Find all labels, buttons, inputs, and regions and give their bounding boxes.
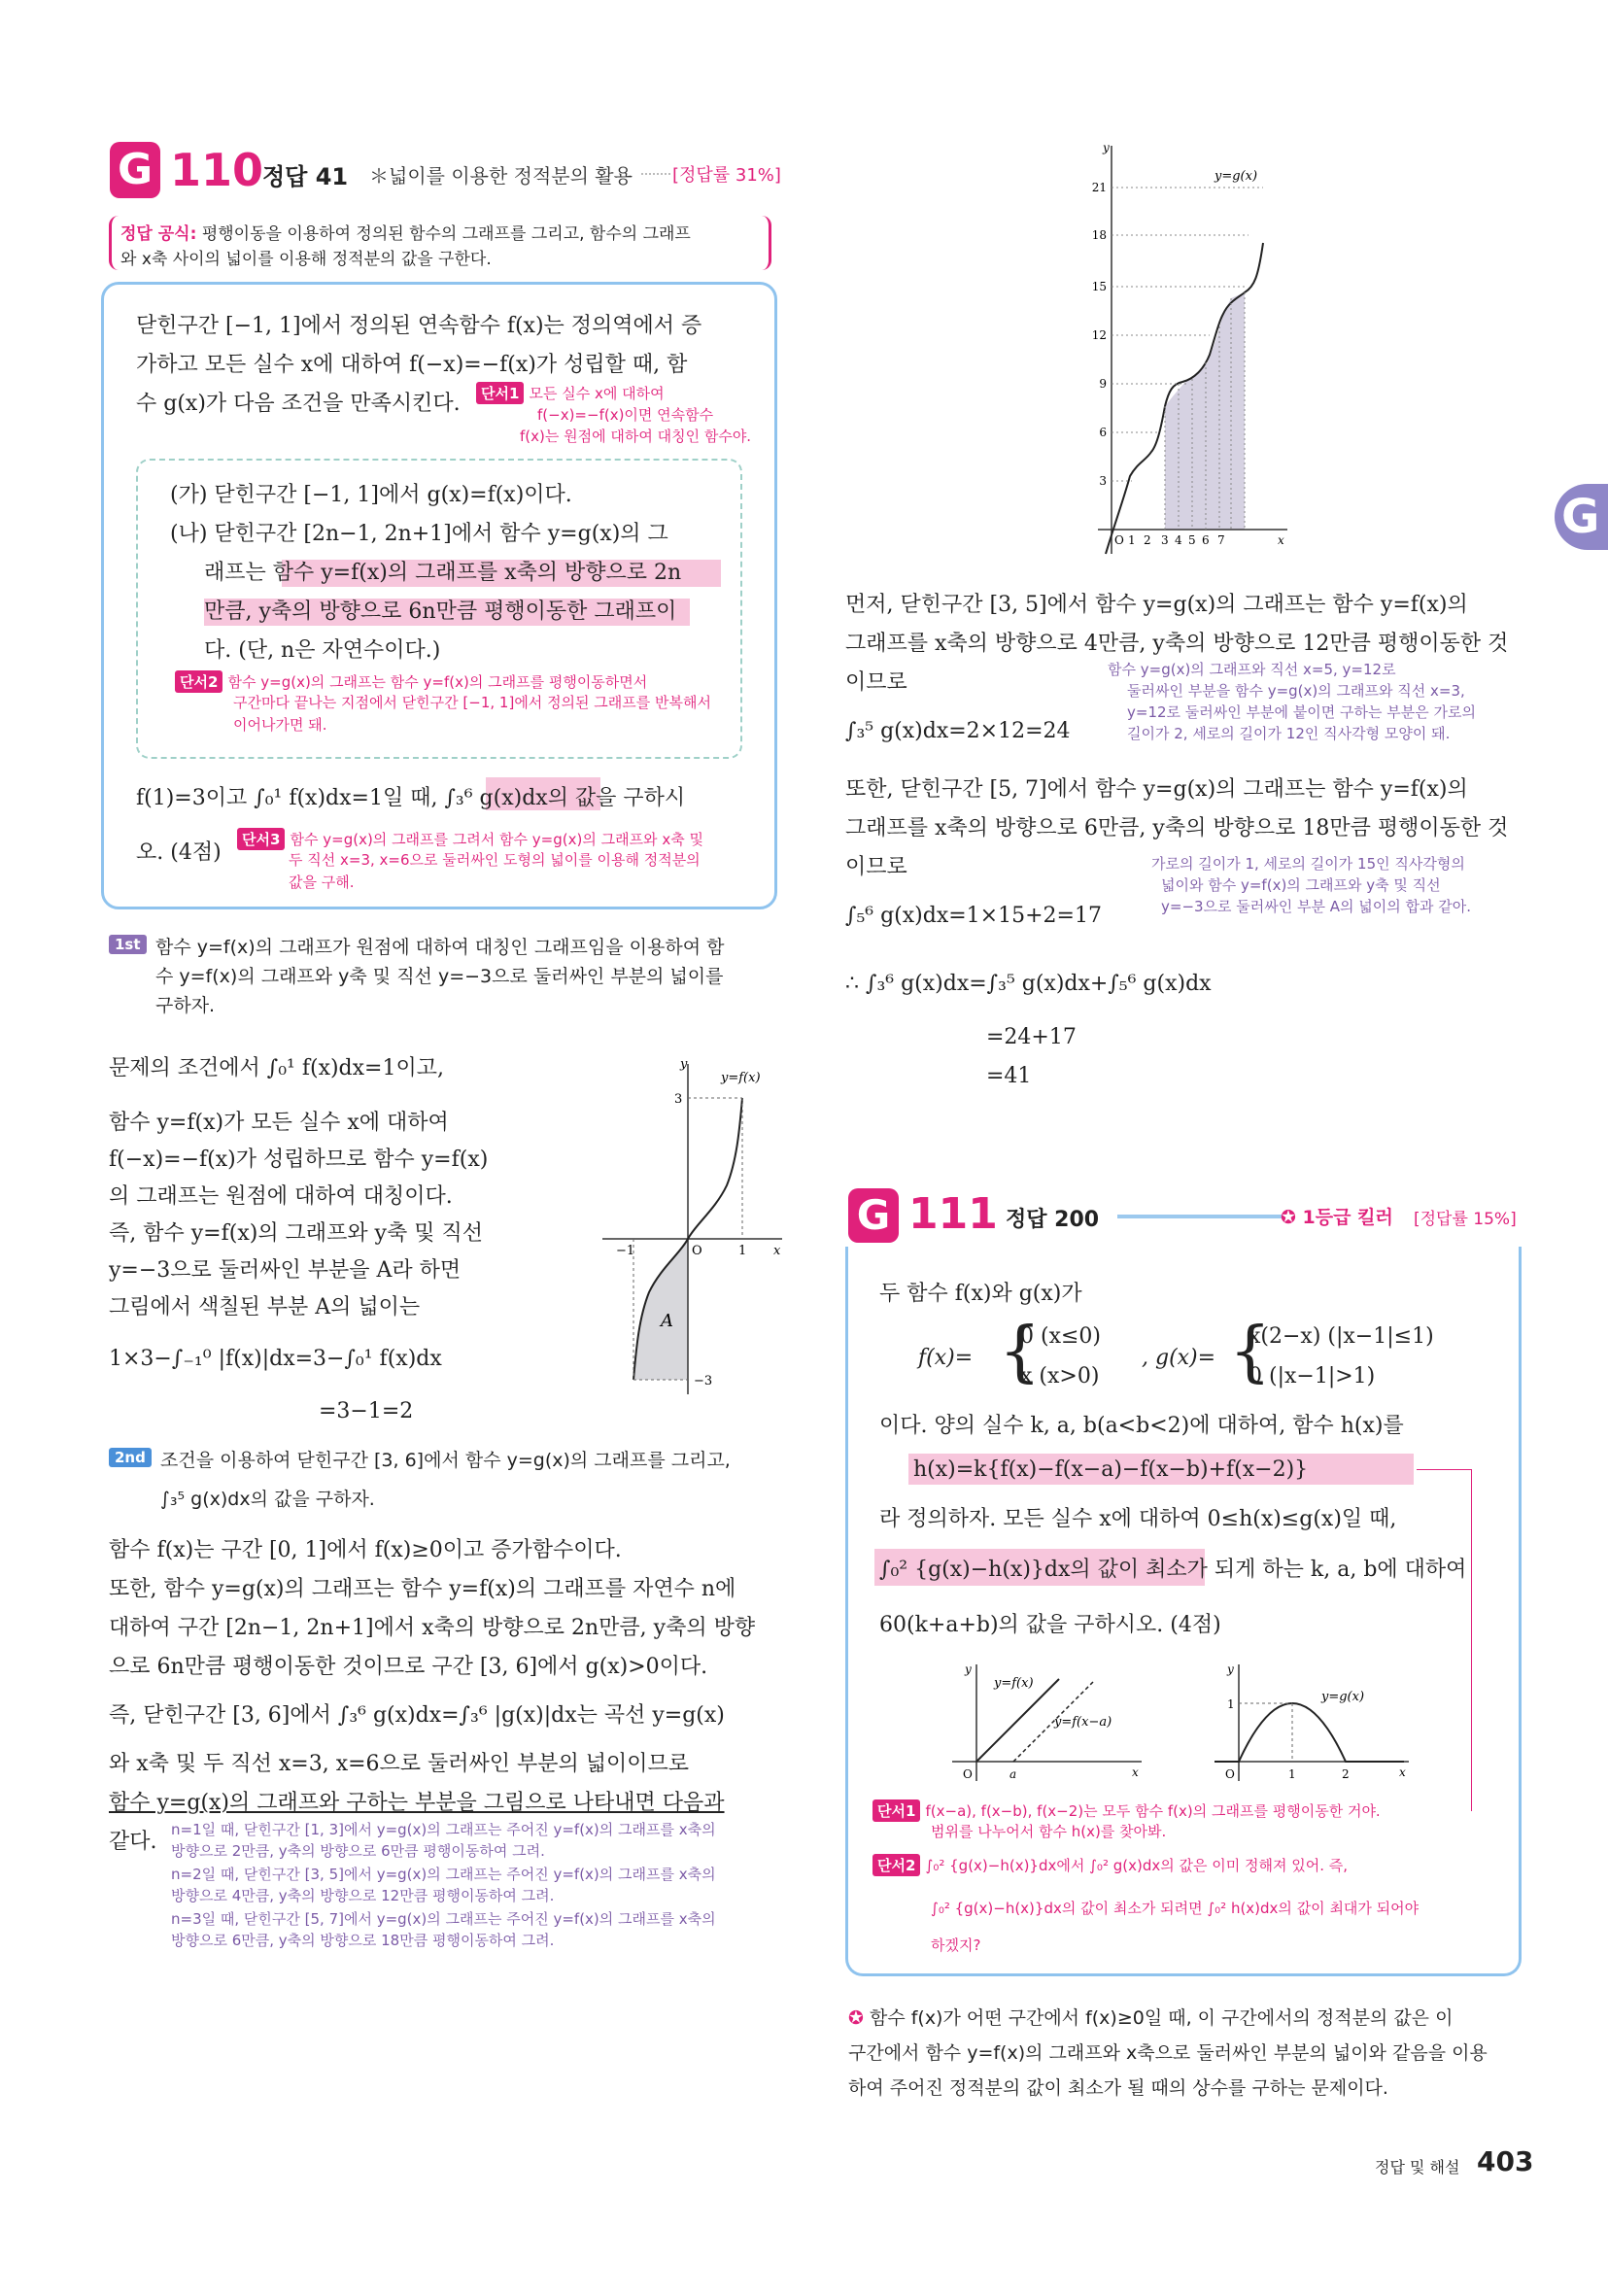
g111-hint1-l2: 범위를 나누어서 함수 h(x)를 찾아봐. — [931, 1823, 1167, 1840]
problem111-f-lhs: f(x)= — [918, 1346, 974, 1370]
graph-f-xlabel: x — [773, 1244, 781, 1258]
g111-graph2-g-label: y=g(x) — [1321, 1690, 1365, 1704]
sol110-s9: =3−1=2 — [319, 1399, 414, 1423]
hint1-l2: f(−x)=−f(x)이면 연속함수 — [537, 406, 714, 424]
hint2-l1: 함수 y=g(x)의 그래프는 함수 y=f(x)의 그래프를 평행이동하면서 — [227, 673, 648, 691]
page-number: 403 — [1477, 2145, 1534, 2177]
g111-graph2-tick-x1: 1 — [1288, 1767, 1296, 1781]
cond-b1: (나) 닫힌구간 [2n−1, 2n+1]에서 함수 y=g(x)의 그 — [170, 522, 668, 546]
right-r9: ∴ ∫₃⁶ g(x)dx=∫₃⁵ g(x)dx+∫₅⁶ g(x)dx — [845, 972, 1212, 996]
problem110-line-3: 수 g(x)가 다음 조건을 만족시킨다. — [136, 392, 461, 416]
problem111-p3: h(x)=k{f(x)−f(x−a)−f(x−b)+f(x−2)} — [913, 1457, 1309, 1482]
g111-footer-l2: 구간에서 함수 y=f(x)의 그래프와 x축으로 둘러싸인 부분의 넓이와 같음을 이용 — [848, 2042, 1488, 2064]
problem111-f-def-1: x (x>0) — [1020, 1364, 1100, 1388]
cond-b4: 다. (단, n은 자연수이다.) — [204, 638, 441, 663]
problem111-g-brace: { — [1229, 1314, 1272, 1390]
g111-answer: 정답 200 — [1006, 1208, 1100, 1232]
step2-l2: ∫₃⁵ g(x)dx의 값을 구하자. — [160, 1489, 375, 1510]
g111-number: 111 — [908, 1189, 998, 1239]
problem110-hint1 — [476, 382, 665, 404]
note-n3a: n=3일 때, 닫힌구간 [5, 7]에서 y=g(x)의 그래프는 주어진 y=f(x)의 그래프를 x축의 — [171, 1910, 716, 1928]
step1-tag: 1st — [109, 935, 147, 954]
g111-graph2-g-curve — [1215, 1703, 1404, 1762]
right-r7: 이므로 — [845, 855, 907, 879]
problem111-p4: 라 정의하자. 모든 실수 x에 대하여 0≤h(x)≤g(x)일 때, — [879, 1507, 1397, 1531]
graph-g-ylabel: y — [1103, 141, 1110, 154]
graph-g-xtick: O — [1114, 533, 1124, 547]
graph-f-region-label: A — [661, 1311, 673, 1331]
step2 — [109, 1448, 152, 1467]
g111-graph1-origin: O — [963, 1767, 973, 1781]
graph-g-xtick: 5 — [1188, 533, 1196, 547]
note-n2a: n=2일 때, 닫힌구간 [3, 5]에서 y=g(x)의 그래프는 주어진 y=f(x)의 그래프를 x축의 — [171, 1866, 716, 1883]
graph-g-ytick: 18 — [1091, 228, 1107, 242]
g111-hint2 — [872, 1854, 1348, 1876]
sol110-t2: 또한, 함수 y=g(x)의 그래프는 함수 y=f(x)의 그래프를 자연수 n에 — [109, 1577, 736, 1601]
step2-tag: 2nd — [109, 1448, 152, 1467]
hint2-l3: 이어나가면 돼. — [233, 716, 327, 734]
g110-number: 110 — [170, 144, 264, 196]
hint3-l2: 두 직선 x=3, x=6으로 둘러싸인 도형의 넓이를 이용해 정적분의 — [289, 851, 701, 869]
sol110-s5: 즉, 함수 y=f(x)의 그래프와 y축 및 직선 — [109, 1221, 483, 1246]
g111-graph2-tick-x2: 2 — [1342, 1767, 1350, 1781]
hint2-tag: 단서2 — [175, 670, 222, 693]
graph-g-ytick: 9 — [1099, 377, 1107, 391]
question110-line-1: f(1)=3이고 ∫₀¹ f(x)dx=1일 때, ∫₃⁶ g(x)dx의 값을 구하시 — [136, 786, 686, 810]
right-r6: 그래프를 x축의 방향으로 6만큼, y축의 방향으로 18만큼 평행이동한 것 — [845, 816, 1509, 840]
problem111-p2: 이다. 양의 실수 k, a, b(a<b<2)에 대하여, 함수 h(x)를 — [879, 1414, 1404, 1438]
g111-graph1-fa-label: y=f(x−a) — [1054, 1715, 1112, 1730]
graph-g — [1074, 136, 1297, 573]
graph-g-xtick: 7 — [1217, 533, 1225, 547]
problem111-g-def-1: 0 (|x−1|>1) — [1249, 1364, 1376, 1388]
g111-hint2-tag: 단서2 — [872, 1854, 920, 1876]
right-r4: ∫₃⁵ g(x)dx=2×12=24 — [845, 719, 1071, 743]
hint3-l3: 값을 구해. — [289, 874, 355, 891]
graph-f-tick-1: 1 — [738, 1244, 747, 1258]
note-n3b: 방향으로 6만큼, y축의 방향으로 18만큼 평행이동하여 그려. — [171, 1932, 555, 1949]
g111-graph2-tick-y1: 1 — [1227, 1697, 1235, 1711]
g111-badge: G — [848, 1188, 899, 1243]
graph-g-xtick: 4 — [1175, 533, 1182, 547]
graph-g-x-ticks — [1114, 533, 1225, 547]
g111-killer — [1281, 1203, 1393, 1229]
graph-g-xtick: 6 — [1202, 533, 1210, 547]
g111-hint1 — [872, 1799, 1381, 1822]
g111-footer-text-1: 함수 f(x)가 어떤 구간에서 f(x)≥0일 때, 이 구간에서의 정적분의 값은 이 — [869, 2007, 1454, 2029]
g111-hint1-tag: 단서1 — [872, 1799, 920, 1822]
graph-f — [583, 1054, 787, 1404]
problem110-line-1: 닫힌구간 [−1, 1]에서 정의된 연속함수 f(x)는 정의역에서 증 — [136, 314, 702, 338]
g111-graph1-f-label: y=f(x) — [994, 1676, 1034, 1691]
sol110-s4: 의 그래프는 원점에 대하여 대칭이다. — [109, 1184, 453, 1209]
hint1-l1: 모든 실수 x에 대하여 — [529, 385, 665, 402]
graph-f-tick-neg1: −1 — [616, 1244, 635, 1258]
g110-answer: 정답 41 — [262, 163, 349, 190]
region-a-fill — [633, 1239, 688, 1380]
g111-footer-l3: 하여 주어진 정적분의 값이 최소가 될 때의 상수를 구하는 문제이다. — [848, 2077, 1388, 2099]
g111-footer-l1 — [848, 2004, 1453, 2030]
problem111-p5: ∫₀² {g(x)−h(x)}dx의 값이 최소가 되게 하는 k, a, b에 대하여 — [879, 1558, 1467, 1582]
formula-text-2: 와 x축 사이의 넓이를 이용해 정적분의 값을 구한다. — [120, 250, 492, 269]
cond-b3: 만큼, y축의 방향으로 6n만큼 평행이동한 그래프이 — [204, 600, 677, 624]
graph-g-curve-label: y=g(x) — [1215, 169, 1258, 184]
g111-graph-g — [1210, 1660, 1419, 1786]
right-annot-a2: 둘러싸인 부분을 함수 y=g(x)의 그래프와 직선 x=3, — [1127, 682, 1465, 700]
cond-b2: 래프는 함수 y=f(x)의 그래프를 x축의 방향으로 2n — [204, 561, 682, 585]
right-annot-b3: y=−3으로 둘러싸인 부분 A의 넓이의 합과 같아. — [1161, 898, 1472, 915]
graph-g-ytick: 15 — [1091, 280, 1107, 293]
hint3-l1: 함수 y=g(x)의 그래프를 그려서 함수 y=g(x)의 그래프와 x축 및 — [290, 831, 703, 848]
step1-l3: 구하자. — [155, 995, 216, 1016]
graph-f-tick-neg3: −3 — [694, 1374, 713, 1388]
sol110-t6: 와 x축 및 두 직선 x=3, x=6으로 둘러싸인 부분의 넓이이므로 — [109, 1752, 690, 1776]
right-r3: 이므로 — [845, 670, 907, 695]
sol110-t5: 즉, 닫힌구간 [3, 6]에서 ∫₃⁶ g(x)dx=∫₃⁶ |g(x)|dx는 곡선 y=g(x) — [109, 1703, 725, 1728]
hint2-l2: 구간마다 끝나는 지점에서 닫힌구간 [−1, 1]에서 정의된 그래프를 반복해서 — [233, 694, 711, 711]
g111-hint2-l1: ∫₀² {g(x)−h(x)}dx에서 ∫₀² g(x)dx의 값은 이미 정해져 있어. 즉, — [925, 1857, 1348, 1874]
graph-g-y-ticks — [1092, 181, 1107, 488]
g111-graph2-ylabel: y — [1227, 1662, 1234, 1676]
g111-graph2-origin: O — [1225, 1767, 1235, 1781]
sol110-t1: 함수 f(x)는 구간 [0, 1]에서 f(x)≥0이고 증가함수이다. — [109, 1538, 622, 1562]
right-r2: 그래프를 x축의 방향으로 4만큼, y축의 방향으로 12만큼 평행이동한 것 — [845, 632, 1509, 656]
graph-g-ytick: 6 — [1099, 426, 1107, 439]
formula-label: 정답 공식: — [120, 224, 197, 244]
graph-f-curve-label: y=f(x) — [721, 1071, 761, 1085]
sol110-s2: 함수 y=f(x)가 모든 실수 x에 대하여 — [109, 1111, 449, 1135]
graph-g-xlabel: x — [1278, 533, 1284, 547]
graph-g-xtick: 2 — [1144, 533, 1151, 547]
sol110-t3: 대하여 구간 [2n−1, 2n+1]에서 x축의 방향으로 2n만큼, y축의 방향 — [109, 1616, 756, 1640]
sol110-s8: 1×3−∫₋₁⁰ |f(x)|dx=3−∫₀¹ f(x)dx — [109, 1347, 442, 1371]
problem111-p1: 두 함수 f(x)와 g(x)가 — [879, 1282, 1082, 1306]
hint1-l3: f(x)는 원점에 대하여 대칭인 함수야. — [520, 428, 752, 445]
note-n1a: n=1일 때, 닫힌구간 [1, 3]에서 y=g(x)의 그래프는 주어진 y=f(x)의 그래프를 x축의 — [171, 1821, 716, 1838]
g111-graph2-xlabel: x — [1399, 1765, 1406, 1779]
problem111-f-def-0: 0 (x≤0) — [1020, 1324, 1101, 1349]
sol110-t7: 함수 y=g(x)의 그래프와 구하는 부분을 그림으로 나타내면 다음과 — [109, 1791, 725, 1815]
formula-text-1: 평행이동을 이용하여 정의된 함수의 그래프를 그리고, 함수의 그래프 — [201, 224, 691, 244]
question110-line-2: 오. (4점) — [136, 840, 222, 865]
right-annot-a4: 길이가 2, 세로의 길이가 12인 직사각형 모양이 돼. — [1127, 725, 1451, 742]
sol110-s1: 문제의 조건에서 ∫₀¹ f(x)dx=1이고, — [109, 1056, 444, 1080]
graph-g-ytick: 12 — [1091, 328, 1107, 342]
g111-header-rule — [1117, 1215, 1283, 1218]
step1-l1: 함수 y=f(x)의 그래프가 원점에 대하여 대칭인 그래프임을 이용하여 함 — [155, 937, 725, 958]
step2-l1: 조건을 이용하여 닫힌구간 [3, 6]에서 함수 y=g(x)의 그래프를 그리고, — [160, 1450, 731, 1471]
graph-g-ytick: 21 — [1091, 181, 1107, 194]
graph-g-xtick: 1 — [1128, 533, 1136, 547]
problem110-hint3 — [237, 828, 703, 850]
g110-topic: ＊넓이를 이용한 정적분의 활용 — [369, 164, 633, 188]
right-r10: =24+17 — [986, 1025, 1077, 1049]
sol110-t8: 같다. — [109, 1830, 157, 1854]
killer-label: 1등급 킬러 — [1302, 1207, 1393, 1228]
note-n1b: 방향으로 2만큼, y축의 방향으로 6만큼 평행이동하여 그려. — [171, 1842, 545, 1860]
problem111-p3-connector — [1417, 1469, 1471, 1470]
step1 — [109, 935, 147, 954]
problem111-p3-connector-down — [1471, 1469, 1472, 1811]
g111-graph1-f-line — [976, 1679, 1059, 1762]
cond-a: (가) 닫힌구간 [−1, 1]에서 g(x)=f(x)이다. — [170, 483, 572, 507]
step1-l2: 수 y=f(x)의 그래프와 y축 및 직선 y=−3으로 둘러싸인 부분의 넓이를 — [155, 966, 724, 987]
right-annot-b1: 가로의 길이가 1, 세로의 길이가 15인 직사각형의 — [1151, 855, 1465, 873]
g111-graph1-ylabel: y — [965, 1662, 972, 1676]
note-n2b: 방향으로 4만큼, y축의 방향으로 12만큼 평행이동하여 그려. — [171, 1887, 555, 1904]
sol110-s3: f(−x)=−f(x)가 성립하므로 함수 y=f(x) — [109, 1148, 489, 1172]
g111-hint2-l2: ∫₀² {g(x)−h(x)}dx의 값이 최소가 되려면 ∫₀² h(x)dx의 값이 최대가 되어야 — [931, 1900, 1420, 1917]
g111-graph-f — [947, 1660, 1151, 1786]
right-annot-b2: 넓이와 함수 y=f(x)의 그래프와 y축 및 직선 — [1161, 876, 1441, 894]
g111-hint2-l3: 하겠지? — [931, 1936, 981, 1954]
g111-rate: [정답률 15%] — [1414, 1210, 1517, 1229]
right-r8: ∫₅⁶ g(x)dx=1×15+2=17 — [845, 904, 1102, 928]
graph-g-xtick: 3 — [1161, 533, 1169, 547]
hint3-tag: 단서3 — [237, 828, 285, 850]
problem111-p6: 60(k+a+b)의 값을 구하시오. (4점) — [879, 1613, 1221, 1637]
g111-graph1-a: a — [1009, 1767, 1017, 1781]
right-r5: 또한, 닫힌구간 [5, 7]에서 함수 y=g(x)의 그래프는 함수 y=f(x)의 — [845, 777, 1468, 802]
graph-f-origin: O — [692, 1244, 702, 1258]
g111-graph1-xlabel: x — [1132, 1765, 1139, 1779]
graph-f-ylabel: y — [680, 1057, 688, 1072]
right-r1: 먼저, 닫힌구간 [3, 5]에서 함수 y=g(x)의 그래프는 함수 y=f(x)의 — [845, 593, 1468, 617]
problem111-g-lhs: , g(x)= — [1142, 1346, 1216, 1370]
footer-star-icon: ✪ — [848, 2007, 864, 2029]
side-tab-letter: G — [1561, 490, 1600, 544]
sol110-s6: y=−3으로 둘러싸인 부분을 A라 하면 — [109, 1258, 462, 1283]
right-annot-a3: y=12로 둘러싸인 부분에 붙이면 구하는 부분은 가로의 — [1127, 703, 1476, 721]
sol110-s7: 그림에서 색칠된 부분 A의 넓이는 — [109, 1295, 421, 1319]
problem111-f-brace: { — [999, 1314, 1042, 1390]
killer-star-icon: ✪ — [1281, 1207, 1296, 1228]
formula-line-1 — [120, 220, 691, 244]
problem110-hint2 — [175, 670, 647, 693]
graph-f-tick-3: 3 — [674, 1092, 683, 1107]
g110-rate: [정답률 31%] — [672, 165, 781, 186]
graph-g-ytick: 3 — [1099, 474, 1107, 488]
hint1-tag: 단서1 — [476, 382, 524, 404]
graph-g-shaded-area — [1165, 292, 1245, 530]
problem110-line-2: 가하고 모든 실수 x에 대하여 f(−x)=−f(x)가 성립할 때, 함 — [136, 353, 688, 377]
page-footer-label: 정답 및 해설 — [1375, 2158, 1460, 2176]
problem111-g-def-0: x(2−x) (|x−1|≤1) — [1249, 1324, 1434, 1349]
g110-badge: G — [110, 142, 160, 198]
sol110-t4: 으로 6n만큼 평행이동한 것이므로 구간 [3, 6]에서 g(x)>0이다. — [109, 1655, 708, 1679]
right-r11: =41 — [986, 1064, 1032, 1088]
g110-topic-dots — [641, 173, 670, 175]
right-annot-a1: 함수 y=g(x)의 그래프와 직선 x=5, y=12로 — [1108, 661, 1396, 678]
g111-hint1-l1: f(x−a), f(x−b), f(x−2)는 모두 함수 f(x)의 그래프를 평행이동한 거야. — [925, 1802, 1381, 1820]
